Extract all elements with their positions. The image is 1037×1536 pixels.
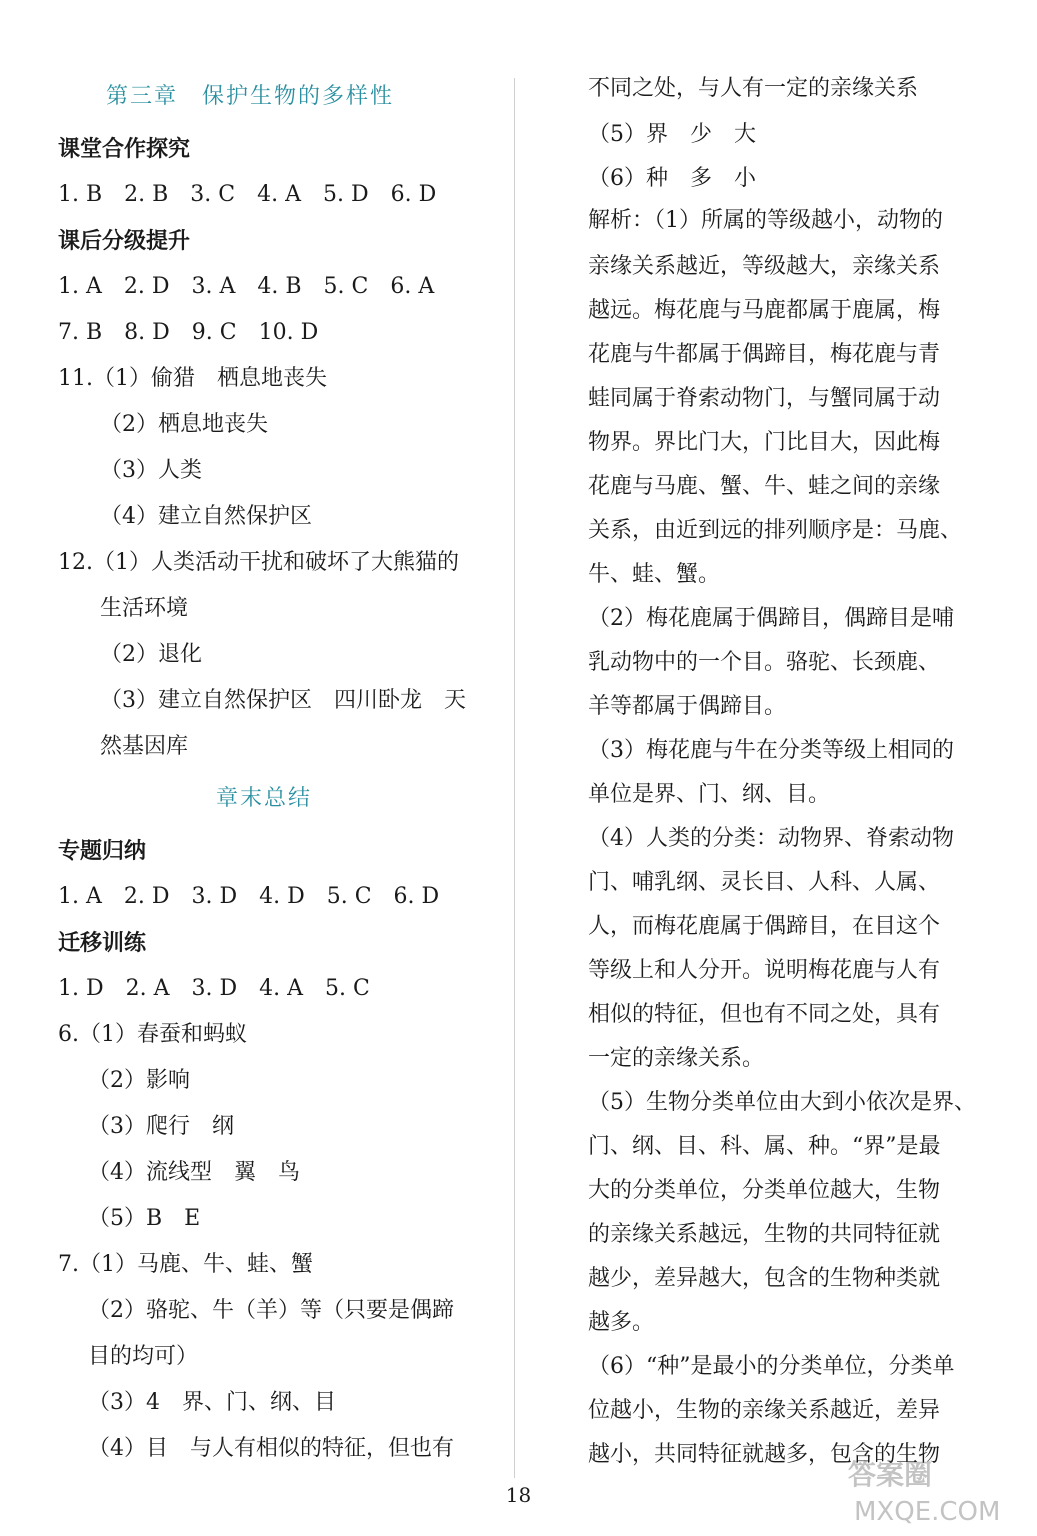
watermark-logo	[844, 1450, 1019, 1530]
text-line: 大的分类单位，分类单位越大，生物	[588, 1178, 941, 1203]
text-line: （3）4 界、门、纲、目	[88, 1390, 336, 1415]
section-heading: 课后分级提升	[58, 228, 191, 254]
text-line: 越多。	[588, 1310, 655, 1335]
text-line: 单位是界、门、纲、目。	[588, 782, 831, 807]
page-number: 18	[505, 1483, 532, 1507]
text-line: 不同之处，与人有一定的亲缘关系	[588, 76, 919, 101]
text-line: 7.（1）马鹿、牛、蛙、蟹	[58, 1252, 313, 1277]
text-line: 位越小，生物的亲缘关系越近，差异	[588, 1398, 941, 1423]
text-line: 1. B 2. B 3. C 4. A 5. D 6. D	[58, 182, 437, 207]
text-line: 1. D 2. A 3. D 4. A 5. C	[58, 976, 370, 1001]
text-line: 7. B 8. D 9. C 10. D	[58, 320, 319, 345]
text-line: 相似的特征，但也有不同之处，具有	[588, 1002, 941, 1027]
text-line: 花鹿与马鹿、蟹、牛、蛙之间的亲缘	[588, 474, 941, 499]
text-line: （2）退化	[100, 642, 202, 667]
section-heading: 课堂合作探究	[58, 136, 191, 162]
text-line: （5）B E	[88, 1206, 201, 1231]
text-line: 门、哺乳纲、灵长目、人科、人属、	[588, 870, 941, 895]
text-line: 1. A 2. D 3. D 4. D 5. C 6. D	[58, 884, 440, 909]
text-line: （3）梅花鹿与牛在分类等级上相同的	[588, 738, 954, 763]
text-line: 解析：（1）所属的等级越小，动物的	[588, 208, 943, 233]
text-line: 目的均可）	[88, 1344, 199, 1369]
text-line: （5）生物分类单位由大到小依次是界、	[588, 1090, 976, 1115]
text-line: 等级上和人分开。说明梅花鹿与人有	[588, 958, 941, 983]
text-line: 关系，由近到远的排列顺序是：马鹿、	[588, 518, 963, 543]
text-line: 越远。梅花鹿与马鹿都属于鹿属，梅	[588, 298, 941, 323]
text-line: （2）骆驼、牛（羊）等（只要是偶蹄	[88, 1298, 454, 1323]
svg-text:答案圈: 答案圈	[848, 1458, 933, 1491]
text-line: （6）种 多 小	[588, 166, 756, 191]
text-line: （3）人类	[100, 458, 202, 483]
text-line: （2）栖息地丧失	[100, 412, 268, 437]
text-line: 越小，共同特征就越多，包含的生物	[588, 1442, 941, 1467]
text-line: 物界。界比门大，门比目大，因此梅	[588, 430, 941, 455]
column-divider	[514, 78, 515, 1478]
section-title: 章末总结	[216, 786, 313, 811]
watermark-text: MXQE.COM	[854, 1497, 1001, 1527]
text-line: （2）影响	[88, 1068, 190, 1093]
text-line: 然基因库	[100, 734, 189, 759]
text-line: 人，而梅花鹿属于偶蹄目，在目这个	[588, 914, 941, 939]
text-line: 一定的亲缘关系。	[588, 1046, 765, 1071]
text-line: （3）建立自然保护区 四川卧龙 天	[100, 688, 466, 713]
text-line: 乳动物中的一个目。骆驼、长颈鹿、	[588, 650, 941, 675]
text-line: 6.（1）春蚕和蚂蚁	[58, 1022, 247, 1047]
text-line: 12.（1）人类活动干扰和破坏了大熊猫的	[58, 550, 459, 575]
text-line: 羊等都属于偶蹄目。	[588, 694, 787, 719]
text-line: 生活环境	[100, 596, 189, 621]
section-title: 第三章 保护生物的多样性	[106, 84, 395, 109]
text-line: 越少，差异越大，包含的生物种类就	[588, 1266, 941, 1291]
text-line: （4）人类的分类：动物界、脊索动物	[588, 826, 954, 851]
section-heading: 专题归纳	[58, 838, 147, 864]
text-line: （4）建立自然保护区	[100, 504, 312, 529]
text-line: 1. A 2. D 3. A 4. B 5. C 6. A	[58, 274, 435, 299]
text-line: （2）梅花鹿属于偶蹄目，偶蹄目是哺	[588, 606, 954, 631]
text-line: 蛙同属于脊索动物门，与蟹同属于动	[588, 386, 941, 411]
text-line: 花鹿与牛都属于偶蹄目，梅花鹿与青	[588, 342, 941, 367]
text-line: 门、纲、目、科、属、种。“界”是最	[588, 1134, 941, 1159]
text-line: 11.（1）偷猎 栖息地丧失	[58, 366, 327, 391]
text-line: 亲缘关系越近，等级越大，亲缘关系	[588, 254, 941, 279]
text-line: 的亲缘关系越远，生物的共同特征就	[588, 1222, 941, 1247]
text-line: 牛、蛙、蟹。	[588, 562, 721, 587]
text-line: （5）界 少 大	[588, 122, 756, 147]
text-line: （4）流线型 翼 鸟	[88, 1160, 300, 1185]
section-heading: 迁移训练	[58, 930, 147, 956]
text-line: （3）爬行 纲	[88, 1114, 234, 1139]
text-line: （4）目 与人有相似的特征，但也有	[88, 1436, 454, 1461]
text-line: （6）“种”是最小的分类单位，分类单	[588, 1354, 955, 1379]
